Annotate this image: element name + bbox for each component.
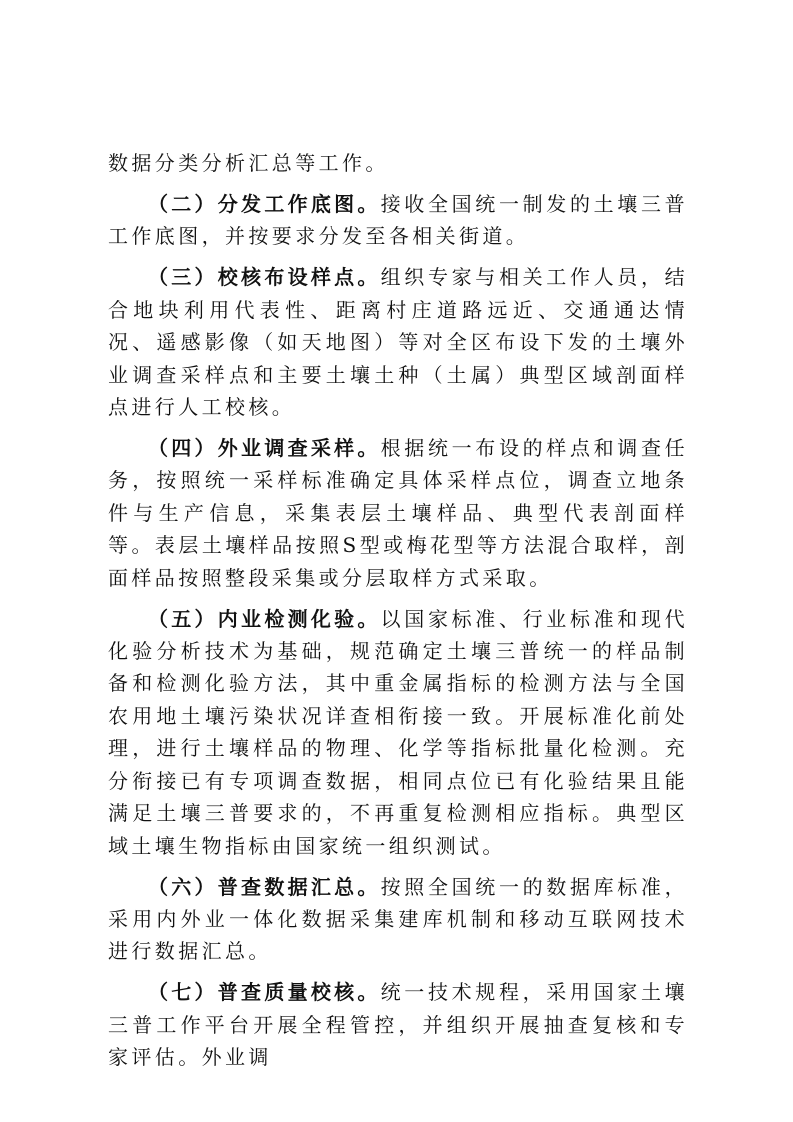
paragraph-lab-testing (108, 603, 688, 862)
paragraph-quality-check (108, 976, 688, 1073)
paragraph-7-body: 统一技术规程，采用国家土壤三普工作平台开展全程管控，并组织开展抽查复核和专家评估。外业调 (108, 980, 689, 1070)
paragraph-6-heading: （六）普查数据汇总。 (148, 874, 381, 899)
paragraph-7-heading: （七）普查质量校核。 (148, 980, 381, 1005)
paragraph-3-heading: （三）校核布设样点。 (148, 265, 381, 290)
paragraph-3-body: 组织专家与相关工作人员，结合地块利用代表性、距离村庄道路远近、交通通达情况、遥感影像（如天地图）等对全区布设下发的土壤外业调查采样点和主要土壤土种（土属）典型区域剖面样点进行人工校核。 (108, 265, 689, 420)
paragraph-distribute-base-map (108, 188, 688, 253)
paragraph-5-body: 以国家标准、行业标准和现代化验分析技术为基础，规范确定土壤三普统一的样品制备和检测化验方法，其中重金属指标的检测方法与全国农用地土壤污染状况详查相衔接一致。开展标准化前处理，进行土壤样品的物理、化学等指标批量化检测。充分衔接已有专项调查数据，相同点位已有化验结果且能满足土壤三普要求的，不再重复检测相应指标。典型区域土壤生物指标由国家统一组织测试。 (108, 606, 689, 858)
paragraph-continuation (108, 147, 688, 179)
paragraph-verify-sample-points (108, 261, 688, 423)
paragraph-2-body: 接收全国统一制发的土壤三普工作底图，并按要求分发至各相关街道。 (108, 192, 689, 249)
paragraph-4-heading: （四）外业调查采样。 (148, 436, 381, 461)
paragraph-6-body: 按照全国统一的数据库标准，采用内外业一体化数据采集建库机制和移动互联网技术进行数据汇总。 (108, 874, 689, 964)
paragraph-4-body: 根据统一布设的样点和调查任务，按照统一采样标准确定具体采样点位，调查立地条件与生产信息，采集表层土壤样品、典型代表剖面样等。表层土壤样品按照S型或梅花型等方法混合取样，剖面样品按照整段采集或分层取样方式采取。 (108, 436, 689, 590)
paragraph-field-sampling (108, 432, 688, 594)
paragraph-2-heading: （二）分发工作底图。 (148, 192, 381, 216)
paragraph-data-summary (108, 871, 688, 968)
document-page (108, 147, 688, 1074)
paragraph-5-heading: （五）内业检测化验。 (148, 606, 381, 631)
paragraph-1-body: 数据分类分析汇总等工作。 (108, 151, 389, 175)
